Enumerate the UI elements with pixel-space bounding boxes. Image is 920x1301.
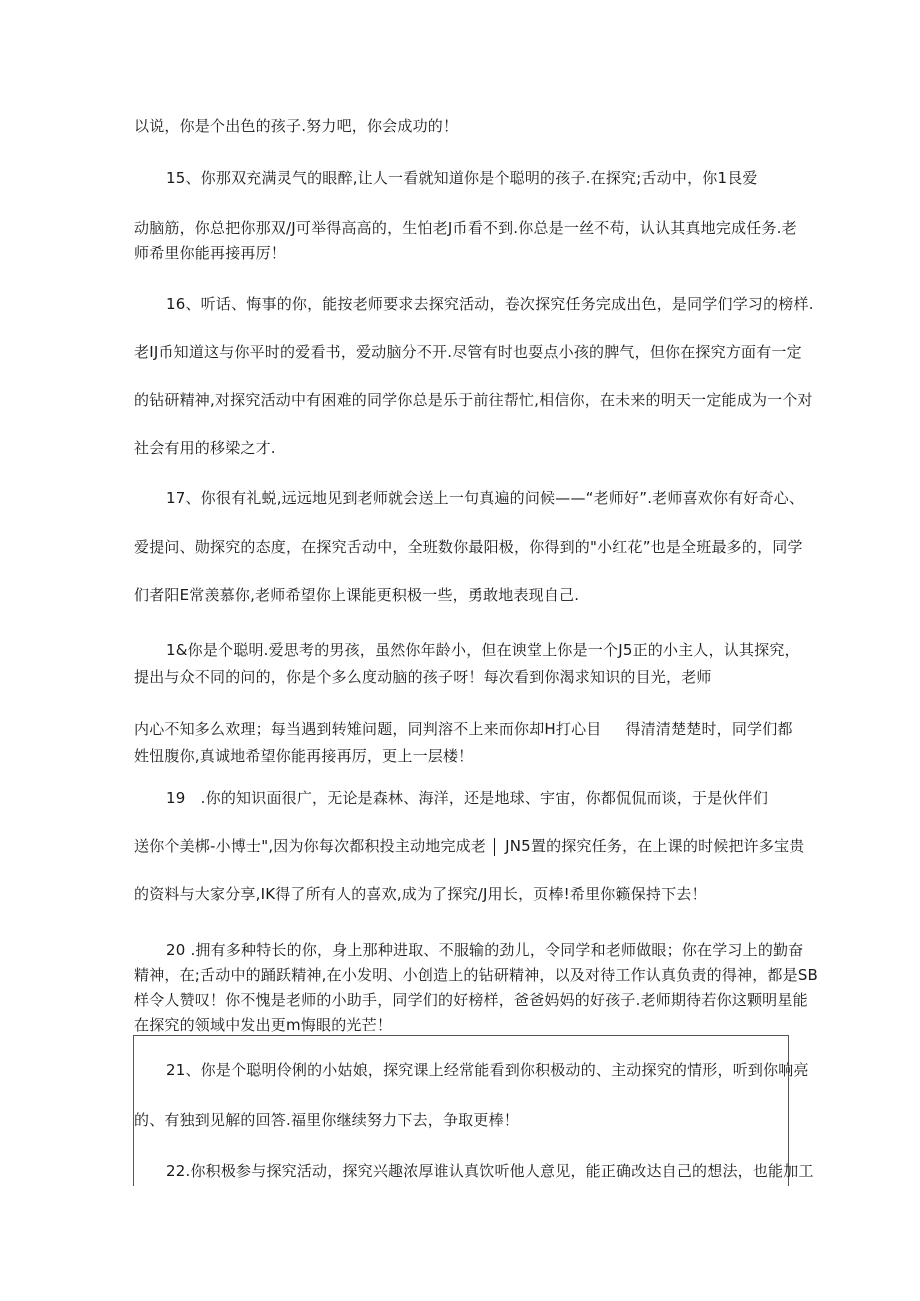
- paragraph-19-line-1: 19 .你的知识面很广，无论是森林、海洋，还是地球、宇宙，你都侃侃而谈，于是伙伴们: [166, 789, 769, 807]
- paragraph-20-line-2: 精神，在;舌动中的踊跃精神,在小发明、小创造上的钻研精神，以及对待工作认真负责的得神，都是SB: [134, 966, 819, 984]
- paragraph-16-line-1: 16、听话、悔事的你，能按老师要求去探究活动，卷次探究任务完成出色，是同学们学习的榜样.: [166, 295, 814, 313]
- paragraph-18-line-3-part-b: 得清清楚楚时，同学们都: [625, 720, 793, 738]
- paragraph-16-line-3: 的钻研精神,对探究活动中有困难的同学你总是乐于前往帮忙,相信你，在未来的明天一定能成为一个对: [134, 391, 813, 409]
- paragraph-18-line-3: [134, 719, 793, 739]
- paragraph-19-line-2-part-a: 送你个美梆-小博士",因为你每次都积投主动地完成老: [134, 837, 487, 855]
- paragraph-20-line-3: 样令人赞叹！你不愧是老师的小助手，同学们的好榜样，爸爸妈妈的好孩子.老师期待若你这颗明星能: [134, 991, 808, 1009]
- paragraph-14-tail: 以说，你是个出色的孩子.努力吧，你会成功的！: [134, 117, 459, 135]
- paragraph-19-line-2-part-b: JN5置的探究任务，在上课的时候把许多宝贵: [505, 837, 805, 855]
- paragraph-15-line-2: 动脑筋，你总把你那双/J可举得高高的，生怕老J币看不到.你总是一丝不苟，认认其真地完成任务.老: [134, 219, 797, 237]
- paragraph-18-line-3-part-a: 内心不知多么欢理；每当遇到转雉问题，同判溶不上来而你却H打心目: [134, 720, 602, 738]
- paragraph-20-line-4: 在探究的领域中发出更m悔眼的光芒！: [134, 1016, 393, 1034]
- paragraph-19-line-2: [134, 836, 804, 856]
- paragraph-17-line-1: 17、你很有礼蜕,远远地见到老师就会送上一句真遍的问候——“老师好”.老师喜欢你有好奇心、: [166, 489, 805, 507]
- paragraph-16-line-4: 社会有用的移梁之才.: [134, 439, 276, 457]
- paragraph-19-line-3: 的资料与大家分享,IK得了所有人的喜欢,成为了探究/J用长，页棒!希里你籁保持下去！: [134, 885, 707, 903]
- paragraph-21-line-2: 的、有独到见解的回答.福里你继续努力下去，争取更棒！: [134, 1111, 519, 1129]
- paragraph-21-line-1: 21、你是个聪明伶俐的小姑娘，探究课上经常能看到你积极动的、主动探究的情形，听到你响亮: [166, 1061, 809, 1079]
- paragraph-15-line-3: 师希里你能再接再厉！: [134, 244, 287, 262]
- paragraph-22-line-1: 22.你积极参与探究活动，探究兴趣浓厚谁认真饮听他人意见，能正确改达自己的想法，也能加工: [166, 1162, 814, 1180]
- paragraph-17-line-2: 爱提问、勋探究的态度，在探究舌动中，全班数你最阳极，你得到的"小红花”也是全班最多的，同学: [134, 538, 803, 556]
- paragraph-20-line-1: 20 .拥有多种特长的你，身上那种进取、不服输的劲儿，令同学和老师做眼；你在学习上的勤奋: [166, 941, 804, 959]
- paragraph-17-line-3: 们者阳E常羡慕你,老师希望你上课能更积极一些，勇敢地表现自己.: [134, 586, 580, 604]
- paragraph-18-line-2: 提出与众不同的问的，你是个多么度动脑的孩子呀！每次看到你渴求知识的目光，老师: [134, 668, 712, 686]
- paragraph-18-line-1: 1&你是个聪明.爱思考的男孩，虽然你年龄小，但在谀堂上你是一个J5正的小主人，认其探究，: [166, 641, 800, 659]
- paragraph-16-line-2: 老IJ币知道这与你平时的爱看书，爱动脑分不开.尽管有时也耍点小孩的脾气，但你在探究方面有一定: [134, 343, 802, 361]
- scan-artifact-bar: [494, 838, 495, 856]
- paragraph-18-line-4: 姓忸腹你,真诚地希望你能再接再厉，更上一层楼！: [134, 747, 474, 765]
- paragraph-15-line-1: 15、你那双充满灵气的眼醉,让人一看就知道你是个聪明的孩子.在探究;舌动中，你1艮爱: [166, 169, 758, 187]
